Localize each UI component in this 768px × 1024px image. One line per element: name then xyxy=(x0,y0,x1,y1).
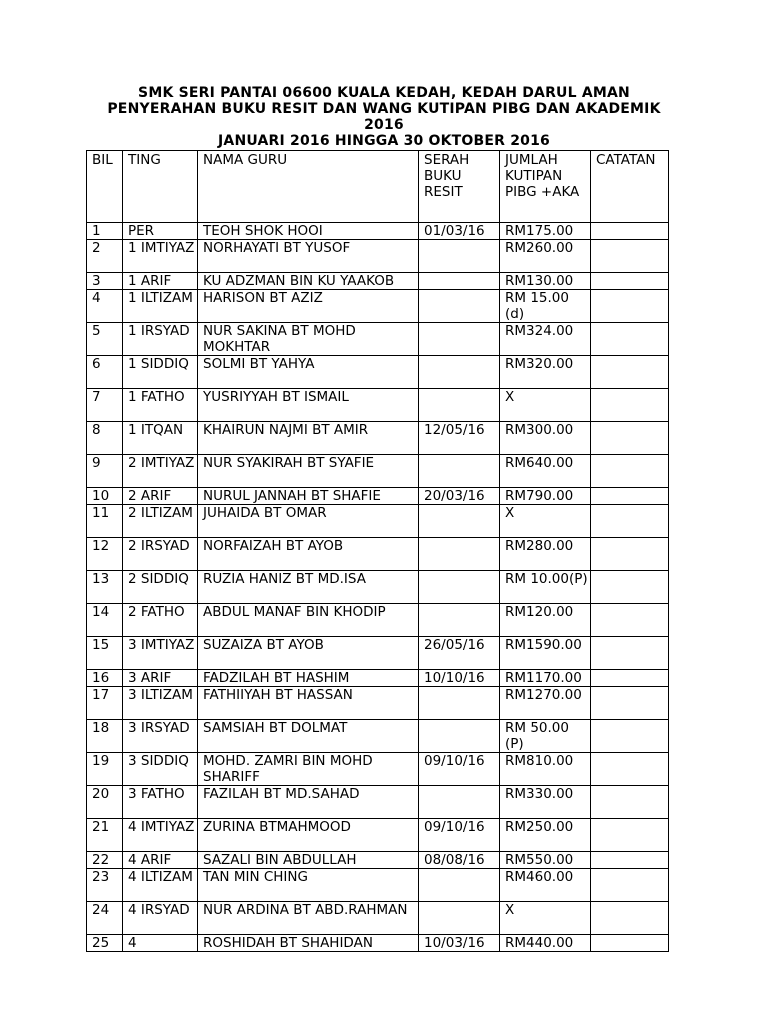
table-row xyxy=(87,389,669,422)
row-nama-guru: ABDUL MANAF BIN KHODIP xyxy=(198,604,419,637)
row-jumlah: X xyxy=(500,902,591,935)
row-serah-date: 10/10/16 xyxy=(419,670,500,687)
row-bil: 1 xyxy=(87,223,123,240)
row-catatan xyxy=(591,869,669,902)
table-row xyxy=(87,604,669,637)
row-jumlah: RM1170.00 xyxy=(500,670,591,687)
row-ting: 1 SIDDIQ xyxy=(123,356,198,389)
document-header xyxy=(0,85,768,149)
row-serah-date xyxy=(419,604,500,637)
row-bil: 17 xyxy=(87,687,123,720)
row-catatan xyxy=(591,455,669,488)
row-ting: 3 FATHO xyxy=(123,786,198,819)
column-header-nama-guru: NAMA GURU xyxy=(198,151,419,223)
row-bil: 16 xyxy=(87,670,123,687)
row-nama-guru: ZURINA BTMAHMOOD xyxy=(198,819,419,852)
row-serah-date xyxy=(419,505,500,538)
row-ting: 1 IRSYAD xyxy=(123,323,198,356)
row-jumlah: RM330.00 xyxy=(500,786,591,819)
row-bil: 23 xyxy=(87,869,123,902)
row-serah-date: 20/03/16 xyxy=(419,488,500,505)
row-jumlah: RM130.00 xyxy=(500,273,591,290)
row-serah-date xyxy=(419,455,500,488)
row-jumlah: RM324.00 xyxy=(500,323,591,356)
row-ting: 3 IRSYAD xyxy=(123,720,198,753)
row-jumlah: RM 50.00 (P) xyxy=(500,720,591,753)
row-jumlah: RM260.00 xyxy=(500,240,591,273)
row-bil: 19 xyxy=(87,753,123,786)
row-bil: 7 xyxy=(87,389,123,422)
row-serah-date: 09/10/16 xyxy=(419,819,500,852)
row-catatan xyxy=(591,240,669,273)
row-catatan xyxy=(591,488,669,505)
row-nama-guru: SAZALI BIN ABDULLAH xyxy=(198,852,419,869)
row-bil: 12 xyxy=(87,538,123,571)
row-serah-date xyxy=(419,389,500,422)
column-header-ting: TING xyxy=(123,151,198,223)
row-bil: 9 xyxy=(87,455,123,488)
row-ting: 2 IRSYAD xyxy=(123,538,198,571)
row-serah-date: 26/05/16 xyxy=(419,637,500,670)
table-row xyxy=(87,571,669,604)
row-nama-guru: FATHIIYAH BT HASSAN xyxy=(198,687,419,720)
table-row xyxy=(87,819,669,852)
row-serah-date: 10/03/16 xyxy=(419,935,500,952)
table-row xyxy=(87,786,669,819)
row-ting: 2 ILTIZAM xyxy=(123,505,198,538)
table-row xyxy=(87,869,669,902)
row-serah-date xyxy=(419,687,500,720)
table-header-row xyxy=(87,151,669,223)
table-row xyxy=(87,637,669,670)
table-row xyxy=(87,720,669,753)
row-bil: 10 xyxy=(87,488,123,505)
row-catatan xyxy=(591,670,669,687)
row-catatan xyxy=(591,637,669,670)
row-bil: 22 xyxy=(87,852,123,869)
table-row xyxy=(87,273,669,290)
row-jumlah: RM440.00 xyxy=(500,935,591,952)
table-row xyxy=(87,223,669,240)
row-jumlah: RM 10.00(P) xyxy=(500,571,591,604)
row-catatan xyxy=(591,902,669,935)
row-bil: 18 xyxy=(87,720,123,753)
row-nama-guru: NURUL JANNAH BT SHAFIE xyxy=(198,488,419,505)
row-bil: 5 xyxy=(87,323,123,356)
row-catatan xyxy=(591,935,669,952)
table-row xyxy=(87,323,669,356)
row-serah-date xyxy=(419,869,500,902)
row-ting: 4 ARIF xyxy=(123,852,198,869)
row-bil: 20 xyxy=(87,786,123,819)
row-jumlah: RM300.00 xyxy=(500,422,591,455)
row-catatan xyxy=(591,720,669,753)
row-serah-date xyxy=(419,273,500,290)
row-nama-guru: SAMSIAH BT DOLMAT xyxy=(198,720,419,753)
row-bil: 24 xyxy=(87,902,123,935)
row-ting: 1 FATHO xyxy=(123,389,198,422)
row-nama-guru: NORFAIZAH BT AYOB xyxy=(198,538,419,571)
row-bil: 15 xyxy=(87,637,123,670)
row-nama-guru: JUHAIDA BT OMAR xyxy=(198,505,419,538)
row-ting: 4 ILTIZAM xyxy=(123,869,198,902)
row-serah-date xyxy=(419,538,500,571)
row-nama-guru: NUR SAKINA BT MOHD MOKHTAR xyxy=(198,323,419,356)
row-nama-guru: TEOH SHOK HOOI xyxy=(198,223,419,240)
document-title: PENYERAHAN BUKU RESIT DAN WANG KUTIPAN PIBG DAN AKADEMIK xyxy=(107,101,661,117)
table-row xyxy=(87,455,669,488)
row-bil: 6 xyxy=(87,356,123,389)
row-jumlah: RM1270.00 xyxy=(500,687,591,720)
row-bil: 4 xyxy=(87,290,123,323)
row-catatan xyxy=(591,323,669,356)
row-nama-guru: RUZIA HANIZ BT MD.ISA xyxy=(198,571,419,604)
row-jumlah: RM175.00 xyxy=(500,223,591,240)
row-catatan xyxy=(591,356,669,389)
row-serah-date: 09/10/16 xyxy=(419,753,500,786)
row-catatan xyxy=(591,273,669,290)
date-range: JANUARI 2016 HINGGA 30 OKTOBER 2016 xyxy=(218,133,550,149)
table-row xyxy=(87,538,669,571)
row-nama-guru: ROSHIDAH BT SHAHIDAN xyxy=(198,935,419,952)
row-jumlah: X xyxy=(500,505,591,538)
row-catatan xyxy=(591,819,669,852)
row-serah-date xyxy=(419,356,500,389)
row-catatan xyxy=(591,852,669,869)
row-bil: 25 xyxy=(87,935,123,952)
row-nama-guru: MOHD. ZAMRI BIN MOHD SHARIFF xyxy=(198,753,419,786)
row-nama-guru: YUSRIYYAH BT ISMAIL xyxy=(198,389,419,422)
row-bil: 21 xyxy=(87,819,123,852)
row-serah-date xyxy=(419,902,500,935)
row-ting: 3 ARIF xyxy=(123,670,198,687)
row-jumlah: RM280.00 xyxy=(500,538,591,571)
row-nama-guru: FAZILAH BT MD.SAHAD xyxy=(198,786,419,819)
row-catatan xyxy=(591,538,669,571)
row-jumlah: RM250.00 xyxy=(500,819,591,852)
row-ting: 2 FATHO xyxy=(123,604,198,637)
row-serah-date xyxy=(419,290,500,323)
row-jumlah: RM460.00 xyxy=(500,869,591,902)
row-jumlah: X xyxy=(500,389,591,422)
row-ting: 2 ARIF xyxy=(123,488,198,505)
row-ting: 3 SIDDIQ xyxy=(123,753,198,786)
row-nama-guru: TAN MIN CHING xyxy=(198,869,419,902)
table-row xyxy=(87,240,669,273)
row-catatan xyxy=(591,422,669,455)
row-ting: 3 IMTIYAZ xyxy=(123,637,198,670)
row-ting: 3 ILTIZAM xyxy=(123,687,198,720)
row-nama-guru: NUR SYAKIRAH BT SYAFIE xyxy=(198,455,419,488)
row-jumlah: RM640.00 xyxy=(500,455,591,488)
row-jumlah: RM550.00 xyxy=(500,852,591,869)
table-row xyxy=(87,852,669,869)
row-nama-guru: HARISON BT AZIZ xyxy=(198,290,419,323)
row-serah-date: 08/08/16 xyxy=(419,852,500,869)
row-catatan xyxy=(591,753,669,786)
row-serah-date xyxy=(419,240,500,273)
collection-table xyxy=(86,150,669,952)
column-header-catatan: CATATAN xyxy=(591,151,669,223)
row-jumlah: RM810.00 xyxy=(500,753,591,786)
row-ting: 1 ILTIZAM xyxy=(123,290,198,323)
row-catatan xyxy=(591,389,669,422)
row-jumlah: RM1590.00 xyxy=(500,637,591,670)
row-bil: 2 xyxy=(87,240,123,273)
table-row xyxy=(87,753,669,786)
row-ting: 1 ARIF xyxy=(123,273,198,290)
table-row xyxy=(87,670,669,687)
row-serah-date xyxy=(419,786,500,819)
row-catatan xyxy=(591,604,669,637)
row-ting: PER xyxy=(123,223,198,240)
row-catatan xyxy=(591,223,669,240)
table-row xyxy=(87,687,669,720)
row-ting: 4 xyxy=(123,935,198,952)
row-serah-date xyxy=(419,323,500,356)
row-nama-guru: KHAIRUN NAJMI BT AMIR xyxy=(198,422,419,455)
column-header-bil: BIL xyxy=(87,151,123,223)
row-bil: 11 xyxy=(87,505,123,538)
row-serah-date xyxy=(419,571,500,604)
row-jumlah: RM320.00 xyxy=(500,356,591,389)
row-ting: 1 IMTIYAZ xyxy=(123,240,198,273)
row-catatan xyxy=(591,505,669,538)
row-ting: 2 SIDDIQ xyxy=(123,571,198,604)
row-ting: 4 IMTIYAZ xyxy=(123,819,198,852)
row-ting: 1 ITQAN xyxy=(123,422,198,455)
row-bil: 14 xyxy=(87,604,123,637)
row-serah-date: 12/05/16 xyxy=(419,422,500,455)
row-ting: 4 IRSYAD xyxy=(123,902,198,935)
row-catatan xyxy=(591,571,669,604)
column-header-serah-buku-resit: SERAH BUKU RESIT xyxy=(419,151,500,223)
row-serah-date xyxy=(419,720,500,753)
row-nama-guru: SOLMI BT YAHYA xyxy=(198,356,419,389)
row-serah-date: 01/03/16 xyxy=(419,223,500,240)
column-header-jumlah-kutipan: JUMLAH KUTIPAN PIBG +AKA xyxy=(500,151,591,223)
school-name: SMK SERI PANTAI 06600 KUALA KEDAH, KEDAH DARUL AMAN xyxy=(138,85,630,101)
table-row xyxy=(87,935,669,952)
row-catatan xyxy=(591,786,669,819)
row-bil: 8 xyxy=(87,422,123,455)
table-row xyxy=(87,902,669,935)
row-jumlah: RM 15.00 (d) xyxy=(500,290,591,323)
row-nama-guru: FADZILAH BT HASHIM xyxy=(198,670,419,687)
table-row xyxy=(87,290,669,323)
row-ting: 2 IMTIYAZ xyxy=(123,455,198,488)
row-bil: 3 xyxy=(87,273,123,290)
row-jumlah: RM790.00 xyxy=(500,488,591,505)
table-row xyxy=(87,488,669,505)
row-jumlah: RM120.00 xyxy=(500,604,591,637)
table-row xyxy=(87,422,669,455)
table-row xyxy=(87,505,669,538)
row-nama-guru: NORHAYATI BT YUSOF xyxy=(198,240,419,273)
row-nama-guru: NUR ARDINA BT ABD.RAHMAN xyxy=(198,902,419,935)
table-row xyxy=(87,356,669,389)
row-nama-guru: KU ADZMAN BIN KU YAAKOB xyxy=(198,273,419,290)
row-bil: 13 xyxy=(87,571,123,604)
row-nama-guru: SUZAIZA BT AYOB xyxy=(198,637,419,670)
document-year: 2016 xyxy=(364,117,404,133)
row-catatan xyxy=(591,290,669,323)
row-catatan xyxy=(591,687,669,720)
